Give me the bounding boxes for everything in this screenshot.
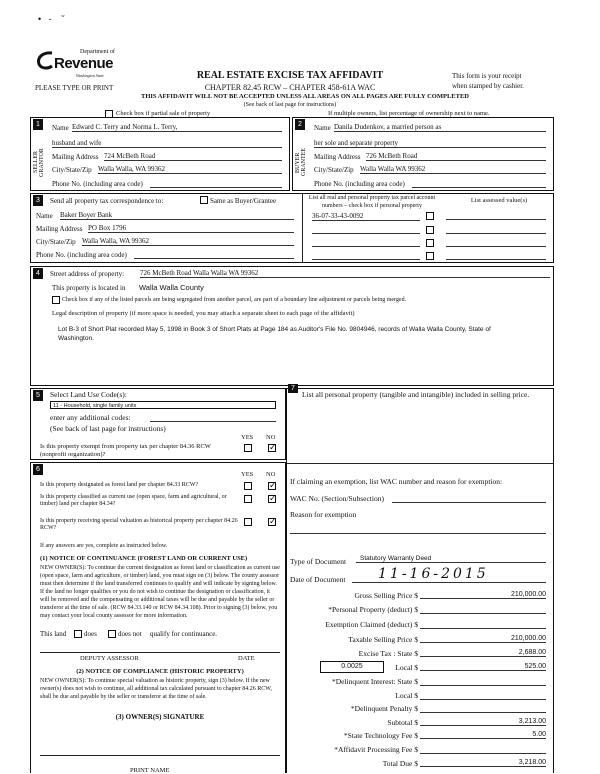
seller-mail-value[interactable]: 724 McBeth Road bbox=[104, 152, 282, 161]
local-rate-box[interactable]: 0.0025 bbox=[320, 661, 384, 673]
assessed-value-2[interactable] bbox=[446, 226, 546, 234]
forest-land-question: Is this property designated as forest land per chapter 84.33 RCW? bbox=[40, 482, 199, 488]
exemption-reason-label: Reason for exemption bbox=[290, 510, 357, 519]
logo-swoosh-icon bbox=[36, 50, 56, 70]
located-value[interactable]: Walla Walla County bbox=[139, 283, 204, 292]
wac-number-field[interactable] bbox=[392, 494, 546, 503]
same-as-buyer-checkbox[interactable] bbox=[200, 196, 208, 204]
current-use-yes-checkbox[interactable] bbox=[244, 495, 252, 503]
buyer-phone-label: Phone No. (including area code) bbox=[314, 180, 405, 188]
receipt-line-1: This form is your receipt bbox=[452, 72, 522, 80]
owner-signature-label: (3) OWNER(S) SIGNATURE bbox=[115, 713, 205, 721]
assessed-header: List assessed value(s) bbox=[470, 197, 528, 204]
qualify-label: qualify for continuance. bbox=[150, 630, 218, 638]
type-or-print: PLEASE TYPE OR PRINT bbox=[35, 84, 114, 92]
seller-mail-label: Mailing Address bbox=[52, 153, 99, 161]
excise-tax-local-label: Local $ bbox=[395, 663, 418, 672]
print-name-label: PRINT NAME bbox=[130, 767, 170, 774]
historic-question: Is this property receiving special valuation as historical property per chapter 84.26 RCW? bbox=[40, 518, 238, 531]
total-due-label: Total Due $ bbox=[382, 759, 418, 768]
personal-property-label: List all personal property (tangible and intangible) included in selling price. bbox=[302, 390, 530, 399]
doc-type-value[interactable]: Statutory Warranty Deed bbox=[356, 555, 546, 563]
land-use-select[interactable]: 11 - Household, single family units bbox=[50, 401, 276, 409]
seller-city-label: City/State/Zip bbox=[52, 166, 92, 174]
parcel-number-2[interactable] bbox=[312, 226, 420, 234]
buyer-mail-label: Mailing Address bbox=[314, 153, 361, 161]
seller-name-label: Name bbox=[52, 124, 69, 132]
wac-number-label: WAC No. (Section/Subsection) bbox=[290, 494, 384, 503]
buyer-name-label: Name bbox=[314, 124, 331, 132]
seller-city-value[interactable]: Walla Walla, WA 99362 bbox=[98, 165, 282, 174]
seller-phone-label: Phone No. (including area code) bbox=[52, 180, 143, 188]
personal-property-deduct-label: *Personal Property (deduct) $ bbox=[328, 605, 418, 614]
doc-date-label: Date of Document bbox=[290, 575, 346, 584]
deputy-assessor-label: DEPUTY ASSESSOR bbox=[80, 655, 139, 662]
seller-name-line-1[interactable]: Edward C. Terry and Norma L. Terry, bbox=[72, 123, 282, 132]
delinquent-interest-local-value[interactable] bbox=[420, 691, 546, 700]
exemption-reason-field[interactable] bbox=[290, 532, 546, 534]
notice-continuance-body: NEW OWNER(S): To continue the current designation as forest land or classification as current use (open space, farm and agriculture, or timber) land, you must sign on (3) below. The county assessor must then determine if the land transferred continues to qualify and will indicate by signing below. If the land no longer qualifies or you do not wish to continue the designation or classification, it will be removed and the compensating or additional taxes will be due and payable by the seller or transferor at the time of sale. (RCW 84.33.140 or RCW 84.34.108). Prior to signing (3) below, you may contact your local county assessor for more information. bbox=[40, 565, 280, 619]
correspondence-mail-value[interactable]: PO Box 1796 bbox=[88, 224, 294, 233]
exempt-yes-checkbox[interactable] bbox=[244, 444, 252, 452]
buyer-name-line-1[interactable]: Danila Dudenkov, a married person as bbox=[334, 123, 546, 132]
same-as-buyer-label: Same as Buyer/Grantee bbox=[210, 197, 277, 205]
instructions-note: (See back of last page for instructions) bbox=[243, 102, 337, 108]
section-1-number: 1 bbox=[33, 119, 43, 130]
buyer-side-label: BUYER GRANTEE bbox=[295, 148, 307, 177]
correspondence-mail-label: Mailing Address bbox=[36, 225, 83, 233]
section-4-number: 4 bbox=[33, 268, 43, 279]
if-yes-note: If any answers are yes, complete as instructed below. bbox=[40, 543, 168, 549]
legal-description-label: Legal description of property (if more space is needed, you may attach a separate sheet to each page of the affidavit) bbox=[52, 310, 355, 317]
excise-tax-state-value[interactable]: 2,688.00 bbox=[420, 649, 546, 657]
correspondence-label: Send all property tax correspondence to: bbox=[50, 197, 164, 205]
state-technology-fee-label: *State Technology Fee $ bbox=[343, 731, 418, 740]
assessor-date-label: DATE bbox=[238, 655, 255, 662]
buyer-mail-value[interactable]: 726 McBeth Road bbox=[366, 152, 546, 161]
exemption-claimed-label: Exemption Claimed (deduct) $ bbox=[325, 620, 418, 629]
affidavit-processing-fee-label: *Affidavit Processing Fee $ bbox=[334, 745, 418, 754]
buyer-city-label: City/State/Zip bbox=[314, 166, 354, 174]
seller-side-label: SELLER GRANTOR bbox=[33, 148, 45, 177]
historic-no-checkbox[interactable] bbox=[268, 518, 276, 526]
logo-revenue-text: Revenue bbox=[54, 55, 114, 72]
doc-date-value[interactable]: 11-16-2015 bbox=[352, 566, 546, 583]
s6-yes-header: YES bbox=[241, 471, 254, 478]
parcel-3-personal-checkbox[interactable] bbox=[426, 239, 434, 247]
assessed-value-3[interactable] bbox=[446, 239, 546, 247]
gross-selling-price-label: Gross Selling Price $ bbox=[354, 591, 418, 600]
forest-yes-checkbox[interactable] bbox=[244, 482, 252, 490]
department-logo bbox=[36, 46, 126, 80]
historic-yes-checkbox[interactable] bbox=[244, 518, 252, 526]
does-label: does bbox=[84, 630, 97, 638]
delinquent-interest-state-value[interactable] bbox=[420, 677, 546, 686]
s5-no-header: NO bbox=[266, 434, 276, 441]
doc-type-label: Type of Document bbox=[290, 557, 347, 566]
seller-phone-value[interactable] bbox=[150, 180, 282, 188]
parcel-2-personal-checkbox[interactable] bbox=[426, 226, 434, 234]
section-5-number: 5 bbox=[33, 390, 43, 401]
form-warning: THIS AFFIDAVIT WILL NOT BE ACCEPTED UNLESS ALL AREAS ON ALL PAGES ARE FULLY COMPLETED bbox=[141, 93, 469, 100]
section-6-number: 6 bbox=[33, 464, 43, 475]
buyer-name-line-2[interactable]: her sole and separate property bbox=[314, 139, 546, 148]
delinquent-interest-state-label: *Delinquent Interest: State $ bbox=[331, 677, 418, 686]
correspondence-name-label: Name bbox=[36, 212, 53, 220]
assessed-value-4[interactable] bbox=[446, 252, 546, 260]
assessed-value-1[interactable] bbox=[446, 212, 546, 220]
see-back-note: (See back of last page for instructions) bbox=[50, 424, 166, 433]
gross-selling-price-value[interactable]: 210,000.00 bbox=[420, 591, 546, 599]
logo-state-text: Washington State bbox=[76, 73, 104, 78]
does-checkbox[interactable] bbox=[74, 630, 82, 638]
does-not-label: does not bbox=[118, 630, 142, 638]
logo-department-text: Department of bbox=[80, 49, 115, 55]
buyer-phone-value[interactable] bbox=[412, 180, 546, 188]
personal-property-deduct-value[interactable] bbox=[420, 605, 546, 614]
parcel-number-4[interactable] bbox=[312, 252, 420, 260]
affidavit-processing-fee-value[interactable] bbox=[420, 745, 546, 754]
subtotal-value[interactable]: 3,213.00 bbox=[420, 718, 546, 726]
correspondence-city-value[interactable]: Walla Walla, WA 99362 bbox=[82, 237, 294, 246]
section-2-number: 2 bbox=[295, 119, 305, 130]
state-technology-fee-value[interactable]: 5.00 bbox=[420, 731, 546, 739]
total-due-value[interactable]: 3,218.00 bbox=[420, 759, 546, 767]
buyer-city-value[interactable]: Walla Walla WA 99362 bbox=[360, 165, 546, 174]
does-not-checkbox[interactable] bbox=[108, 630, 116, 638]
segregated-checkbox[interactable] bbox=[52, 296, 60, 304]
street-label: Street address of property: bbox=[50, 270, 125, 278]
current-use-no-checkbox[interactable] bbox=[268, 495, 276, 503]
s5-yes-header: YES bbox=[241, 434, 254, 441]
current-use-question: Is this property classified as current use (open space, farm and agricultural, or timber) land per chapter 84.34? bbox=[40, 494, 227, 507]
parcel-4-personal-checkbox[interactable] bbox=[426, 252, 434, 260]
s6-no-header: NO bbox=[266, 471, 276, 478]
located-label: This property is located in bbox=[52, 284, 126, 292]
subtotal-label: Subtotal $ bbox=[387, 718, 418, 727]
taxable-selling-price-label: Taxable Selling Price $ bbox=[348, 635, 418, 644]
delinquent-penalty-label: *Delinquent Penalty $ bbox=[350, 704, 418, 713]
parcel-header: List all real and personal property tax parcel account numbers – check box if personal property bbox=[308, 195, 436, 209]
exempt-no-checkbox[interactable] bbox=[268, 444, 276, 452]
correspondence-name-value[interactable]: Baker Boyer Bank bbox=[60, 211, 294, 220]
exemption-claimed-value[interactable] bbox=[420, 620, 546, 629]
delinquent-interest-local-label: Local $ bbox=[395, 691, 418, 700]
additional-codes-label: enter any additional codes: bbox=[50, 413, 131, 422]
multiple-owners-note: If multiple owners, list percentage of ownership next to name. bbox=[328, 110, 490, 117]
this-land-label: This land bbox=[40, 630, 67, 638]
additional-codes-field[interactable] bbox=[150, 413, 276, 422]
excise-tax-local-value[interactable]: 525.00 bbox=[420, 663, 546, 671]
legal-description-value[interactable]: Lot B-3 of Short Plat recorded May 5, 1998 in Book 3 of Short Plats at Page 184 as Auditor's File No. 9804946, records of Walla Walla County, State of Washington. bbox=[58, 326, 491, 342]
form-title: REAL ESTATE EXCISE TAX AFFIDAVIT bbox=[196, 70, 384, 81]
scan-specks: • - ˘ bbox=[38, 14, 65, 24]
parcel-number-1[interactable]: 36-07-33-43-0092 bbox=[312, 212, 420, 221]
exemption-claim-label: If claiming an exemption, list WAC number and reason for exemption: bbox=[290, 477, 503, 486]
parcel-number-3[interactable] bbox=[312, 239, 420, 247]
correspondence-phone-label: Phone No. (including area code) bbox=[36, 251, 127, 259]
segregated-label: Check box if any of the listed parcels are being segregated from another parcel, are part of a boundary line adjustment or parcels being merged. bbox=[62, 297, 407, 303]
section-3-number: 3 bbox=[33, 195, 43, 206]
correspondence-city-label: City/State/Zip bbox=[36, 238, 76, 246]
correspondence-phone-value[interactable] bbox=[134, 251, 294, 259]
receipt-line-2: when stamped by cashier. bbox=[452, 82, 524, 90]
taxable-selling-price-value[interactable]: 210,000.00 bbox=[420, 635, 546, 643]
section-7-number: 7 bbox=[288, 384, 298, 393]
partial-sale-label: Check box if partial sale of property bbox=[116, 110, 211, 117]
land-use-label: Select Land Use Code(s): bbox=[50, 390, 127, 399]
delinquent-penalty-value[interactable] bbox=[420, 704, 546, 713]
notice-continuance-title: (1) NOTICE OF CONTINUANCE (FOREST LAND OR CURRENT USE) bbox=[40, 555, 248, 562]
form-subtitle: CHAPTER 82.45 RCW – CHAPTER 458-61A WAC bbox=[204, 83, 376, 92]
notice-compliance-title: (2) NOTICE OF COMPLIANCE (HISTORIC PROPERTY) bbox=[76, 668, 244, 675]
excise-tax-state-label: Excise Tax : State $ bbox=[358, 649, 418, 658]
forest-no-checkbox[interactable] bbox=[268, 482, 276, 490]
seller-name-line-2[interactable]: husband and wife bbox=[52, 139, 282, 148]
notice-compliance-body: NEW OWNER(S): To continue special valuation as historic property, sign (3) below. If the new owner(s) does not wish to continue, all additional tax calculated pursuant to chapter 84.26 RCW, shall be due and payable by the seller or transferor at the time of sale. bbox=[40, 678, 272, 700]
street-value[interactable]: 726 McBeth Road Walla Walla WA 99362 bbox=[140, 269, 550, 278]
exempt-question: Is this property exempt from property tax per chapter 84.36 RCW (nonprofit organization)? bbox=[40, 443, 211, 458]
parcel-1-personal-checkbox[interactable] bbox=[426, 212, 434, 220]
